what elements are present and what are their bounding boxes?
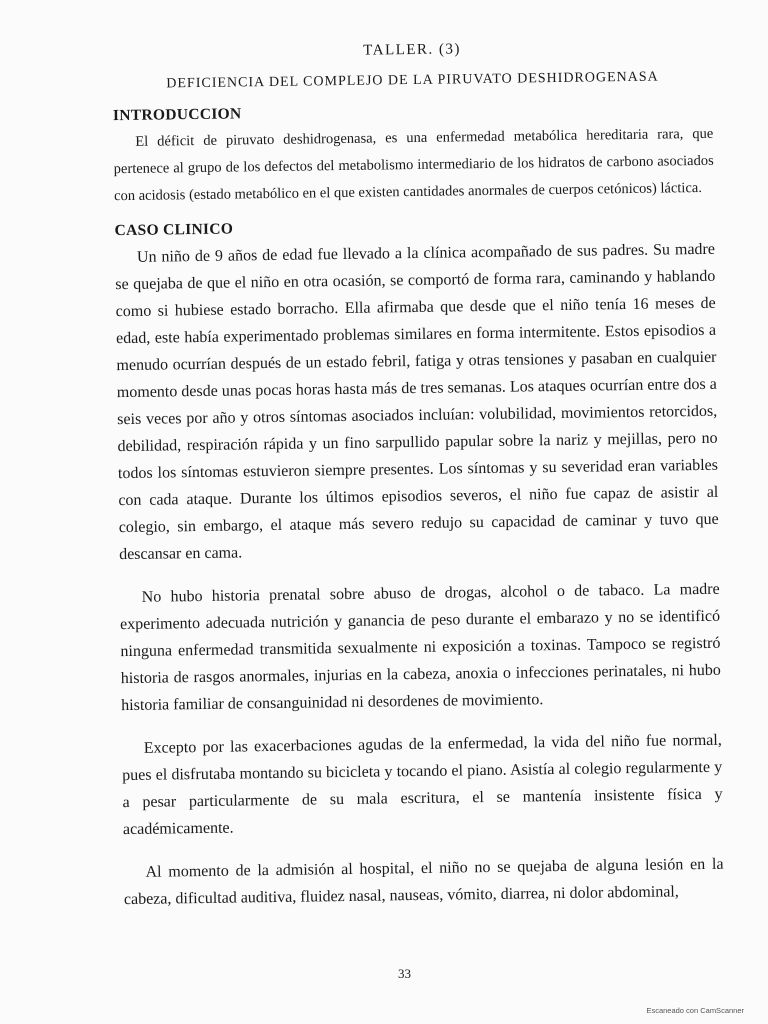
document-title: TALLER. (3) [363,41,462,59]
intro-heading: INTRODUCCION [112,105,242,125]
case-paragraph-1: Un niño de 9 años de edad fue llevado a la clínica acompañado de sus padres. Su madre se quejaba de que el niño en otra ocasión, se comportó de forma rara, caminando y hablando como si hubiese estado borracho. Ella afirmaba que desde que el niño tenía 16 meses de edad, este había experimentado problemas similares en forma intermitente. Estos episodios a menudo ocurrían después de un estado febril, fatiga y otras tensiones y pasaban en cualquier momento desde unas pocas horas hasta más de tres semanas. Los ataques ocurrían entre dos a seis veces por año y otros síntomas asociados incluían: volubilidad, movimientos retorcidos, debilidad, respiración rápida y un fino sarpullido papular sobre la nariz y mejillas, pero no todos los síntomas estuvieron siempre presentes. Los síntomas y su severidad eran variables con cada ataque. Durante los últimos episodios severos, el niño fue capaz de asistir al colegio, sin embargo, el ataque más severo redujo su capacidad de caminar y tuvo que descansar en cama. [115,240,719,564]
case-paragraph-3: Excepto por las exacerbaciones agudas de la enfermedad, la vida del niño fue normal, pues el disfrutaba montando su bicicleta y tocando el piano. Asistía al colegio regularmente y a pesar particularmente de su mala escritura, el se mantenía insistente física y académicamente. [122,731,723,839]
case-paragraph-2: No hubo historia prenatal sobre abuso de drogas, alcohol o de tabaco. La madre experimento adecuada nutrición y ganancia de peso durante el embarazo y no se identificó ninguna enfermedad transmitida sexualmente ni exposición a toxinas. Tampoco se registró historia de rasgos anormales, injurias en la cabeza, anoxia o infecciones perinatales, ni hubo historia familiar de consanguinidad ni desordenes de movimiento. [119,580,721,715]
document-subtitle: DEFICIENCIA DEL COMPLEJO DE LA PIRUVATO DESHIDROGENASA [166,69,659,92]
case-paragraph-4: Al momento de la admisión al hospital, el niño no se quejaba de alguna lesión en la cabeza, dificultad auditiva, fluidez nasal, nauseas, vómito, diarrea, ni dolor abdominal, [123,855,724,909]
page-content [112,38,724,913]
intro-paragraph: El déficit de piruvato deshidrogenasa, es una enfermedad metabólica hereditaria rara, que pertenece al grupo de los defectos del metabolismo intermediario de los hidratos de carbono asociados con acidosis (estado metabólico en el que existen cantidades anormales de cuerpos cetónicos) láctica. [113,125,714,205]
scanner-watermark: Escaneado con CamScanner [646,1006,744,1015]
case-heading: CASO CLINICO [114,220,234,240]
page-number: 33 [398,966,411,981]
